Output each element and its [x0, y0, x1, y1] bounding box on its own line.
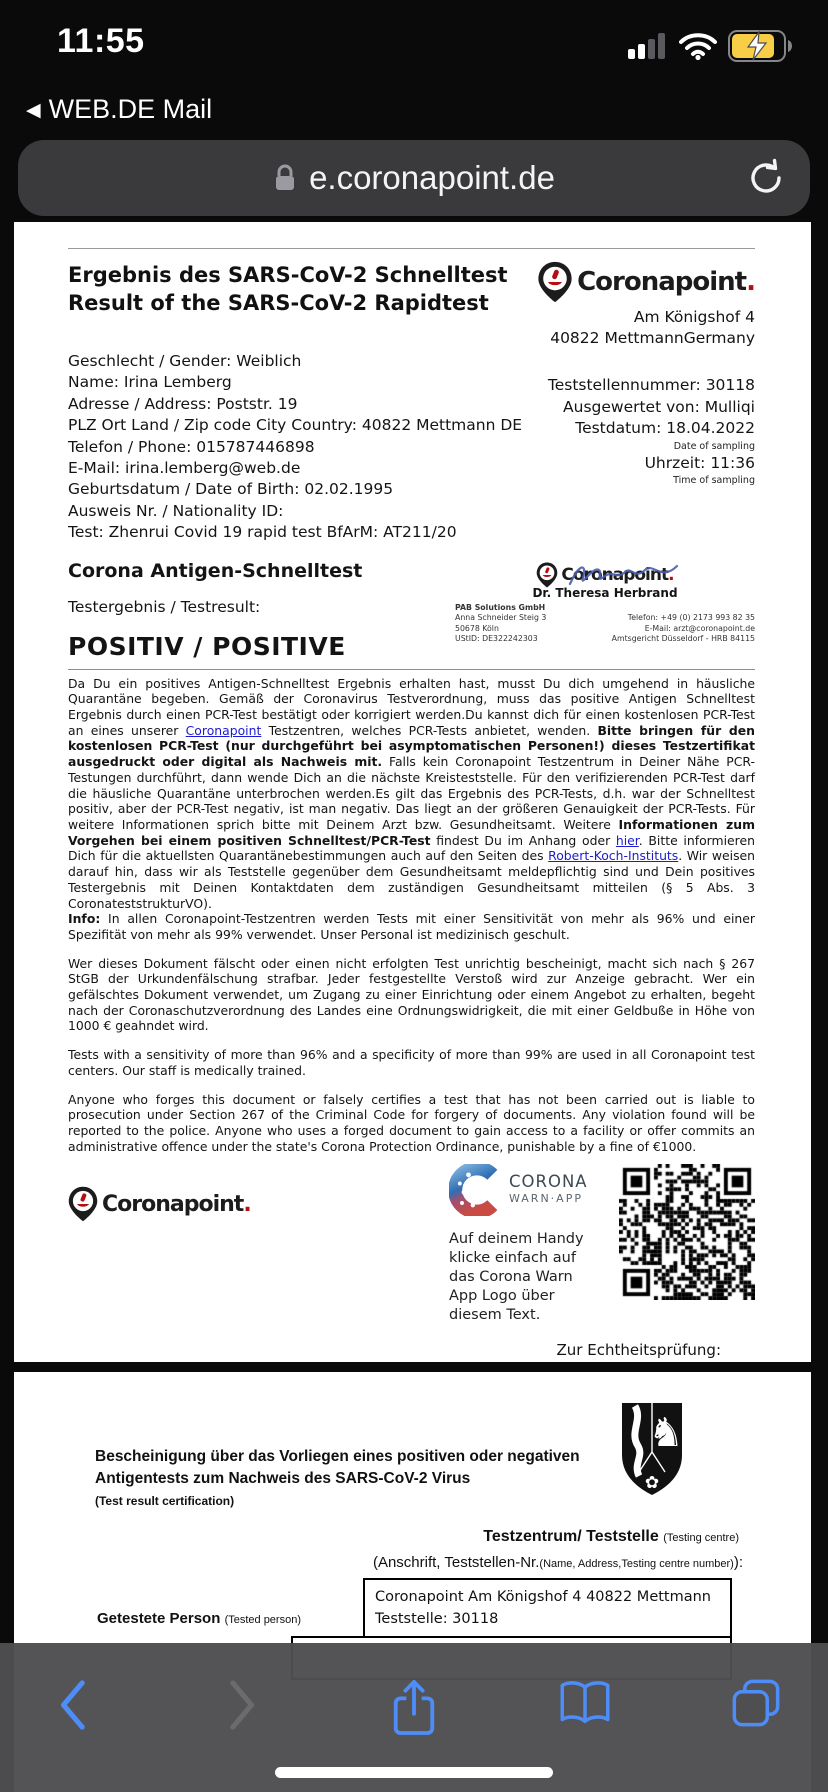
bookmarks-button[interactable] [555, 1677, 615, 1727]
corona-warn-app-hint: Auf deinem Handy klicke einfach auf das Corona Warn App Logo über diesem Text. [449, 1231, 584, 1324]
sampling-time: Uhrzeit: 11:36 [644, 453, 755, 472]
test-details: Teststellennummer: 30118 Ausgewertet von: Mulliqi Testdatum: 18.04.2022 Date of sampling Uhrzeit: 11:36 Time of sampling [547, 376, 755, 486]
brand-wordmark: Coronapoint. [561, 564, 674, 585]
browser-top-chrome [0, 0, 828, 222]
cellular-signal-icon [628, 33, 668, 59]
lock-icon [273, 163, 297, 193]
corona-warn-app-block [449, 1164, 601, 1325]
doctor-signature [565, 554, 685, 594]
qr-code-corona-warn-app [619, 1164, 755, 1300]
certification-title: Bescheinigung über das Vorliegen eines positiven oder negativen Antigentests zum Nachweis des SARS-CoV-2 Virus (Test result certification) [95, 1446, 635, 1512]
back-to-app-label: WEB.DE Mail [48, 94, 213, 124]
forgery-paragraph-en: Anyone who forges this document or falsely certifies a test that has not been carried out is liable to prosecution under Section 267 of the Criminal Code for forgery of documents. Any violation found will be reported to the police. Anyone who uses a forged document to gain access to a facility or offer commits an administrative offence under the state's Corona Protection Ordinance, punishable by a fine of €1000. [68, 1091, 755, 1154]
result-value: POSITIV / POSITIVE [68, 631, 346, 661]
brand-wordmark: Coronapoint. [577, 267, 755, 297]
url-text: e.coronapoint.de [309, 159, 555, 196]
document-title: Ergebnis des SARS-CoV-2 Schnelltest Result of the SARS-CoV-2 Rapidtest [68, 263, 508, 315]
document-page-1 [14, 222, 811, 1362]
instructions-paragraph-de: Da Du ein positives Antigen-Schnelltest Ergebnis erhalten hast, musst Du dich umgehend in häusliche Quarantäne begeben. Gemäß der Coronavirus Testverordnung, muss das positive Antigen Schnelltest Ergebnis durch einen PCR-Test bestätigt oder korrigiert werden.Du kannst dich für einen kostenlosen PCR-Test an eines unserer Coronapoint Testzentren, welches PCR-Tests anbietet, wenden. Bitte bringen für den kostenlosen PCR-Test (nur durchgeführt bei asymptomatischen Personen!) dieses Testzertifikat ausgedruckt oder digital als Nachweis mit. Falls kein Coronapoint Testzentrum in Deiner Nähe PCR-Testungen durchführt, dann wende Dich an die nächste Kreisteststelle. Für den verifizierenden PCR-Test darf die häusliche Quarantäne unterbrochen werden.Es gilt das Ergebnis des PCR-Tests, d.h. war der Schnelltest positiv, aber der PCR-Test negativ, ist man negativ. Das liegt an der größeren Genauigkeit der PCR-Tests. Für weitere Informationen sprich bitte mit Deinem Arzt bzw. Gesundheitsamt. Weitere Informationen zum Vorgehen bei einem positiven Schnelltest/PCR-Test findest Du im Anhang oder hier. Bitte informieren Dich für die aktuellsten Quarantänebestimmungen auch auf den Seiten des Robert-Koch-Instituts. Wir weisen darauf hin, dass wir als Teststelle gegenüber dem Gesundheitsamt meldepflichtig sind und Dein positives Testergebnis mit Deinen Kontaktdaten dem zuständigen Gesundheitsamt mitteilen (§ 5 Abs. 3 CoronateststrukturVO). [68, 675, 756, 911]
result-divider [68, 669, 755, 670]
status-time: 11:55 [57, 22, 145, 60]
forward-icon [226, 1677, 260, 1733]
home-indicator[interactable] [275, 1767, 553, 1778]
forward-button[interactable] [213, 1677, 273, 1733]
doctor-name: Dr. Theresa Herbrand [532, 585, 678, 600]
certification-subtitle: (Test result certification) [95, 1494, 235, 1508]
result-section [68, 560, 362, 661]
battery-charging-icon [728, 30, 794, 62]
corona-warn-app-wordmark: CORONA WARN·APP [509, 1172, 588, 1206]
section-title: Corona Antigen-Schnelltest [68, 559, 363, 582]
coronapoint-pin-icon [536, 562, 558, 588]
status-icons [628, 30, 794, 62]
signature-block [455, 560, 755, 661]
nrw-coat-of-arms [619, 1400, 685, 1498]
back-to-app-icon: ◀ [26, 100, 41, 121]
tested-person-label: Getestete Person (Tested person) [97, 1610, 301, 1627]
forgery-paragraph-de: Wer dieses Dokument fälscht oder einen nicht erfolgten Test unrichtig bescheinigt, macht sich nach § 267 StGB der Urkundenfälschung strafbar. Jeder festgestellte Verstoß wird zur Anzeige gebracht. Wer ein gefälschtes Dokument verwendet, um Zugang zu einer Einrichtung oder einem Angebot zu erhalten, begeht nach der Coronaschutzverordnung des Landes eine Ordnungswidrigkeit, die mit einer Geldbuße in Höhe von 1000 € geahndet wird. [68, 955, 755, 1034]
back-icon [55, 1677, 89, 1733]
authenticity-label: Zur Echtheitsprüfung: [556, 1341, 721, 1360]
sensitivity-paragraph-en: Tests with a sensitivity of more than 96% and a specificity of more than 99% are used in all Coronapoint test centers. Our staff is medically trained. [68, 1047, 755, 1078]
authenticity-block [557, 1341, 722, 1362]
testing-centre-label: Testzentrum/ Teststelle (Testing centre) [483, 1528, 739, 1545]
corona-warn-app-icon[interactable] [449, 1164, 501, 1216]
brand-wordmark: Coronapoint. [102, 1191, 251, 1217]
patient-details: Geschlecht / Gender: Weiblich Name: Irina Lemberg Adresse / Address: Poststr. 19 PLZ Ort Land / Zip code City Country: 40822 Mettmann DE Telefon / Phone: 015787446898 E-Mail: irina.lemberg@web.de Geburtsdatum / Date of Birth: 02.02.1995 Ausweis Nr. / Nationality ID: Test: Zhenrui Covid 19 rapid test BfArM: AT211/20 [68, 352, 523, 542]
result-label: Testergebnis / Testresult: [68, 597, 261, 616]
doc-link[interactable]: Coronapoint [185, 722, 262, 738]
testing-centre-box: Coronapoint Am Königshof 4 40822 Mettmann Teststelle: 30118 [363, 1578, 732, 1638]
share-button[interactable] [384, 1677, 444, 1739]
wifi-icon [679, 33, 717, 60]
reload-icon[interactable] [746, 158, 786, 198]
bookmarks-icon [557, 1677, 613, 1727]
tabs-button[interactable] [726, 1677, 786, 1729]
brand-address: Am Königshof 4 40822 MettmannGermany [550, 308, 755, 347]
url-bar[interactable] [18, 140, 810, 216]
coronapoint-logo [537, 261, 755, 303]
top-divider [68, 248, 755, 249]
svg-text:✿: ✿ [644, 1473, 660, 1493]
company-details: PAB Solutions GmbH Anna Schneider Steig 3 Telefon: +49 (0) 2173 993 82 35 50678 Köln E-Mail: arzt@coronapoint.de UStID: DE322242303 Amtsgericht Düsseldorf - HRB 84115 [455, 602, 755, 644]
coronapoint-pin-icon [68, 1186, 98, 1222]
testing-centre-sublabel: (Anschrift, Teststellen-Nr.(Name, Address,Testing centre number)): [372, 1554, 743, 1571]
time-of-sampling-note: Time of sampling [673, 475, 755, 486]
back-button[interactable] [42, 1677, 102, 1733]
doc-link[interactable]: Robert-Koch-Instituts [548, 848, 679, 864]
share-icon [389, 1677, 439, 1739]
back-to-app-link[interactable] [26, 94, 212, 125]
date-of-sampling-note: Date of sampling [673, 440, 755, 452]
tabs-icon [730, 1677, 782, 1729]
doc-link[interactable]: hier [615, 832, 639, 848]
coronapoint-logo [68, 1186, 251, 1222]
coronapoint-pin-icon [537, 261, 573, 303]
svg-text:♞: ♞ [648, 1410, 684, 1456]
info-paragraph: Info: In allen Coronapoint-Testzentren werden Tests mit einer Sensitivität von mehr als 96% und einer Spezifität von mehr als 99% verwendet. Unser Personal ist medizinisch geschult. [68, 911, 755, 942]
